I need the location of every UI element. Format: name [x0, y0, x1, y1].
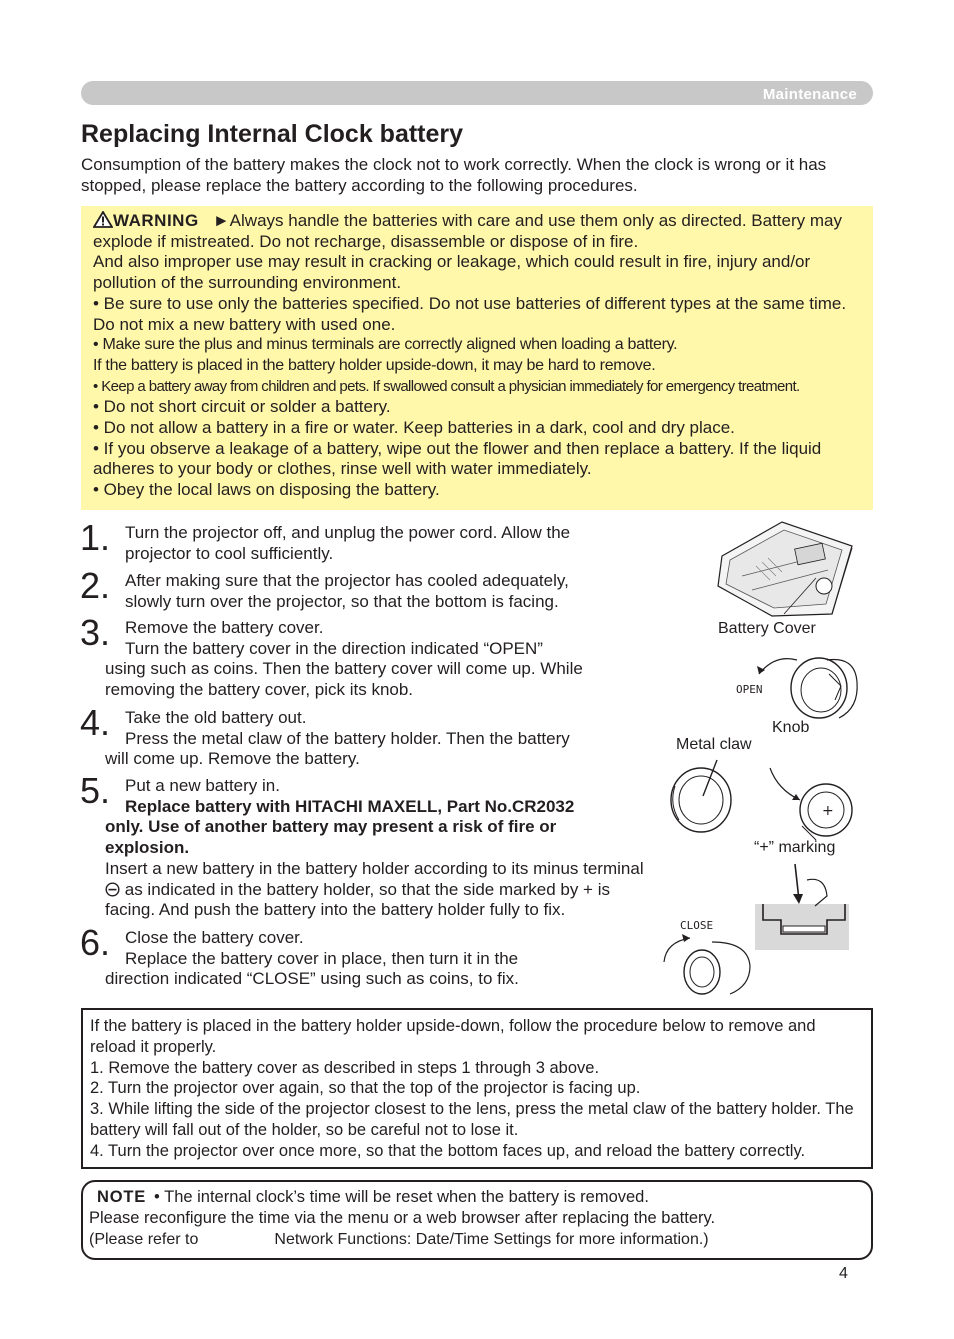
warning-line-2: And also improper use may result in cracking or leakage, which could result in fire, injury and/or pollution of the surrounding environment. [93, 252, 811, 293]
warning-line-10: • Obey the local laws on disposing the battery. [93, 480, 440, 500]
warning-line-8: • Do not allow a battery in a fire or water. Keep batteries in a dark, cool and dry place. [93, 418, 735, 438]
open-label: OPEN [736, 683, 763, 696]
metal-claw-caption: Metal claw [676, 736, 752, 753]
warning-line-4: • Make sure the plus and minus terminals are correctly aligned when loading a battery. [93, 336, 678, 354]
close-cover-illustration [656, 928, 756, 996]
warning-line-6: • Keep a battery away from children and pets. If swallowed consult a physician immediately for emergency treatment. [93, 377, 800, 395]
warning-line-9: • If you observe a leakage of a battery, wipe out the flower and then replace a battery. If the liquid adheres to your body or clothes, rinse well with water immediately. [93, 438, 822, 479]
warning-box [81, 206, 873, 510]
step-number-3: 3. [80, 612, 111, 653]
section-header-bar [81, 81, 873, 105]
step-3-line-1: Remove the battery cover. [125, 618, 324, 637]
plus-marking-caption: “+” marking [754, 839, 836, 856]
step-1-line-1: Turn the projector off, and unplug the power cord. Allow the [125, 523, 571, 542]
warning-line-5: If the battery is placed in the battery holder upside-down, it may be hard to remove. [93, 356, 656, 374]
note-box [81, 1180, 873, 1260]
step-6-line-3: direction indicated “CLOSE” using such as coins, to fix. [105, 969, 519, 989]
step-3-line-3: using such as coins. Then the battery cover will come up. While [105, 659, 583, 679]
step-4-line-2: Press the metal claw of the battery holder. Then the battery [125, 728, 570, 748]
note-line-2: Please reconfigure the time via the menu or a web browser after replacing the battery. [89, 1209, 716, 1227]
note-line-1: • The internal clock’s time will be reset when the battery is removed. [154, 1188, 649, 1206]
step-3-line-4: removing the battery cover, pick its knob. [105, 680, 414, 700]
step-5 [105, 776, 705, 921]
intro-paragraph: Consumption of the battery makes the clock not to work correctly. When the clock is wrong or it has stopped, please replace the battery according to the following procedures. [81, 155, 827, 195]
warning-arrow: ► [212, 211, 230, 230]
step-4-line-1: Take the old battery out. [125, 708, 307, 727]
step-number-4: 4. [80, 702, 111, 743]
note-reference-link[interactable]: Network Functions: Date/Time Settings for more information.) [274, 1231, 709, 1248]
step-number-5: 5. [80, 770, 111, 811]
procedure-intro: If the battery is placed in the battery holder upside-down, follow the procedure below to remove and reload it properly. [90, 1017, 816, 1056]
step-2-line-1: After making sure that the projector has cooled adequately, [125, 571, 569, 590]
step-4-line-3: will come up. Remove the battery. [105, 749, 360, 769]
note-line-3-start: (Please refer to [89, 1231, 199, 1248]
step-5-line-2: Replace battery with HITACHI MAXELL, Part No.CR2032 [125, 796, 575, 816]
page-number: 4 [839, 1265, 848, 1282]
warning-label: WARNING [113, 211, 199, 230]
battery-cover-caption: Battery Cover [718, 620, 816, 637]
step-5-line-1: Put a new battery in. [125, 776, 280, 795]
step-5-line-4: explosion. [105, 838, 190, 858]
warning-line-7: • Do not short circuit or solder a battery. [93, 397, 391, 417]
step-number-2: 2. [80, 565, 111, 606]
svg-text:+: + [822, 803, 834, 819]
step-5-line-3: only. Use of another battery may present a risk of fire or [105, 817, 557, 837]
step-1 [105, 523, 665, 564]
close-label: CLOSE [680, 919, 714, 932]
step-3-line-2: Turn the battery cover in the direction indicated “OPEN” [125, 638, 543, 658]
step-6-line-2: Replace the battery cover in place, then turn it in the [125, 948, 519, 968]
projector-bottom-illustration [712, 516, 860, 620]
step-6 [105, 928, 665, 990]
metal-claw-illustration [665, 756, 741, 838]
procedure-step-3: 3. While lifting the side of the projector closest to the lens, press the metal claw of the battery holder. The battery will fall out of the holder, so be careful not to lose it. [90, 1100, 854, 1139]
step-5-line-7: facing. And push the battery into the battery holder fully to fix. [105, 900, 566, 920]
section-label: Maintenance [762, 86, 857, 103]
step-2 [105, 571, 665, 612]
minus-terminal-icon [105, 882, 120, 897]
step-5-line-5: Insert a new battery in the battery holder according to its minus terminal [105, 858, 644, 878]
step-6-line-1: Close the battery cover. [125, 928, 304, 947]
warning-icon [93, 211, 113, 228]
step-2-line-2: slowly turn over the projector, so that the bottom is facing. [125, 591, 559, 611]
step-number-1: 1. [80, 517, 111, 558]
open-cover-illustration [755, 652, 865, 724]
knob-caption: Knob [772, 719, 810, 736]
step-5-line-6: as indicated in the battery holder, so that the side marked by + is [124, 879, 610, 899]
plus-marking-illustration [762, 764, 858, 844]
page-title: Replacing Internal Clock battery [81, 120, 464, 148]
push-battery-illustration [755, 860, 851, 952]
procedure-step-2: 2. Turn the projector over again, so that the top of the projector is facing up. [90, 1079, 641, 1098]
warning-line-1: Always handle the batteries with care and use them only as directed. Battery may explode if mistreated. Do not recharge, disassemble or dispose of in fire. [93, 211, 842, 251]
note-label: NOTE [97, 1188, 147, 1206]
step-1-line-2: projector to cool sufficiently. [125, 543, 334, 563]
procedure-step-1: 1. Remove the battery cover as described in steps 1 through 3 above. [90, 1058, 600, 1077]
step-number-6: 6. [80, 922, 111, 963]
step-3 [105, 618, 675, 701]
warning-line-3: • Be sure to use only the batteries specified. Do not use batteries of different types at the same time. Do not mix a new battery with used one. [93, 293, 847, 334]
procedure-step-4: 4. Turn the projector over once more, so that the bottom faces up, and reload the battery correctly. [90, 1141, 806, 1160]
upside-down-procedure-box [81, 1008, 873, 1169]
step-4 [105, 708, 665, 770]
